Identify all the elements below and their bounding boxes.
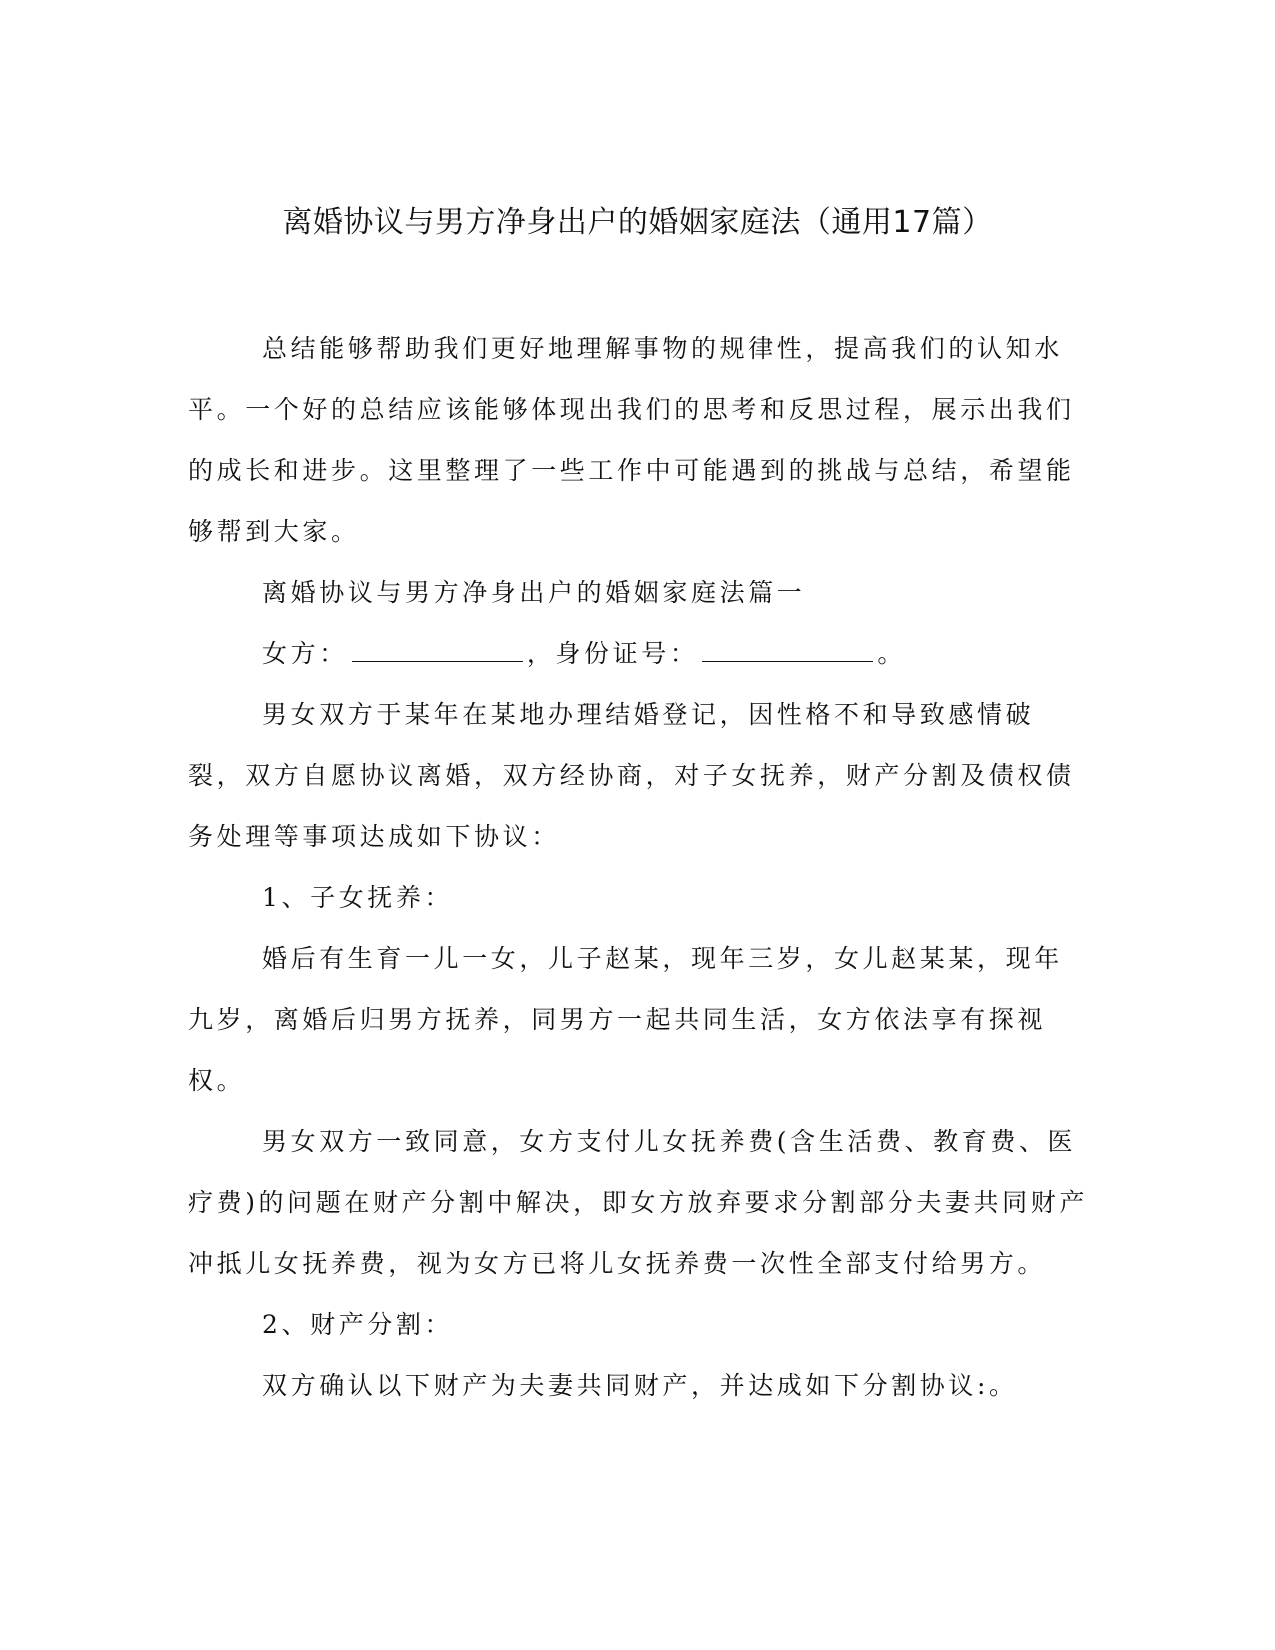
female-label: 女方： [262, 639, 348, 668]
female-name-blank [352, 639, 523, 662]
document-body [188, 318, 1088, 1416]
item2-heading: 2、财产分割： [262, 1310, 454, 1339]
party-line-end: 。 [877, 639, 907, 668]
item2-paragraph-1: 双方确认以下财产为夫妻共同财产，并达成如下分割协议:。 [262, 1371, 1018, 1400]
item1-paragraph-2: 男女双方一致同意，女方支付儿女抚养费(含生活费、教育费、医疗费)的问题在财产分割中解决，即女方放弃要求分割部分夫妻共同财产冲抵儿女抚养费，视为女方已将儿女抚养费一次性全部支付给男方。 [188, 1127, 1088, 1278]
id-label: ，身份证号： [526, 639, 699, 668]
id-number-blank [702, 639, 873, 662]
intro-paragraph: 总结能够帮助我们更好地理解事物的规律性，提高我们的认知水平。一个好的总结应该能够体现出我们的思考和反思过程，展示出我们的成长和进步。这里整理了一些工作中可能遇到的挑战与总结，希望能够帮到大家。 [188, 334, 1075, 546]
party-line [188, 623, 1088, 684]
marriage-paragraph: 男女双方于某年在某地办理结婚登记，因性格不和导致感情破裂，双方自愿协议离婚，双方经协商，对子女抚养，财产分割及债权债务处理等事项达成如下协议： [188, 700, 1075, 851]
document-title: 离婚协议与男方净身出户的婚姻家庭法（通用17篇） [282, 205, 993, 240]
item1-paragraph-1: 婚后有生育一儿一女，儿子赵某，现年三岁，女儿赵某某，现年九岁，离婚后归男方抚养，同男方一起共同生活，女方依法享有探视权。 [188, 944, 1063, 1095]
item1-heading: 1、子女抚养： [262, 883, 454, 912]
section-heading: 离婚协议与男方净身出户的婚姻家庭法篇一 [262, 578, 806, 607]
